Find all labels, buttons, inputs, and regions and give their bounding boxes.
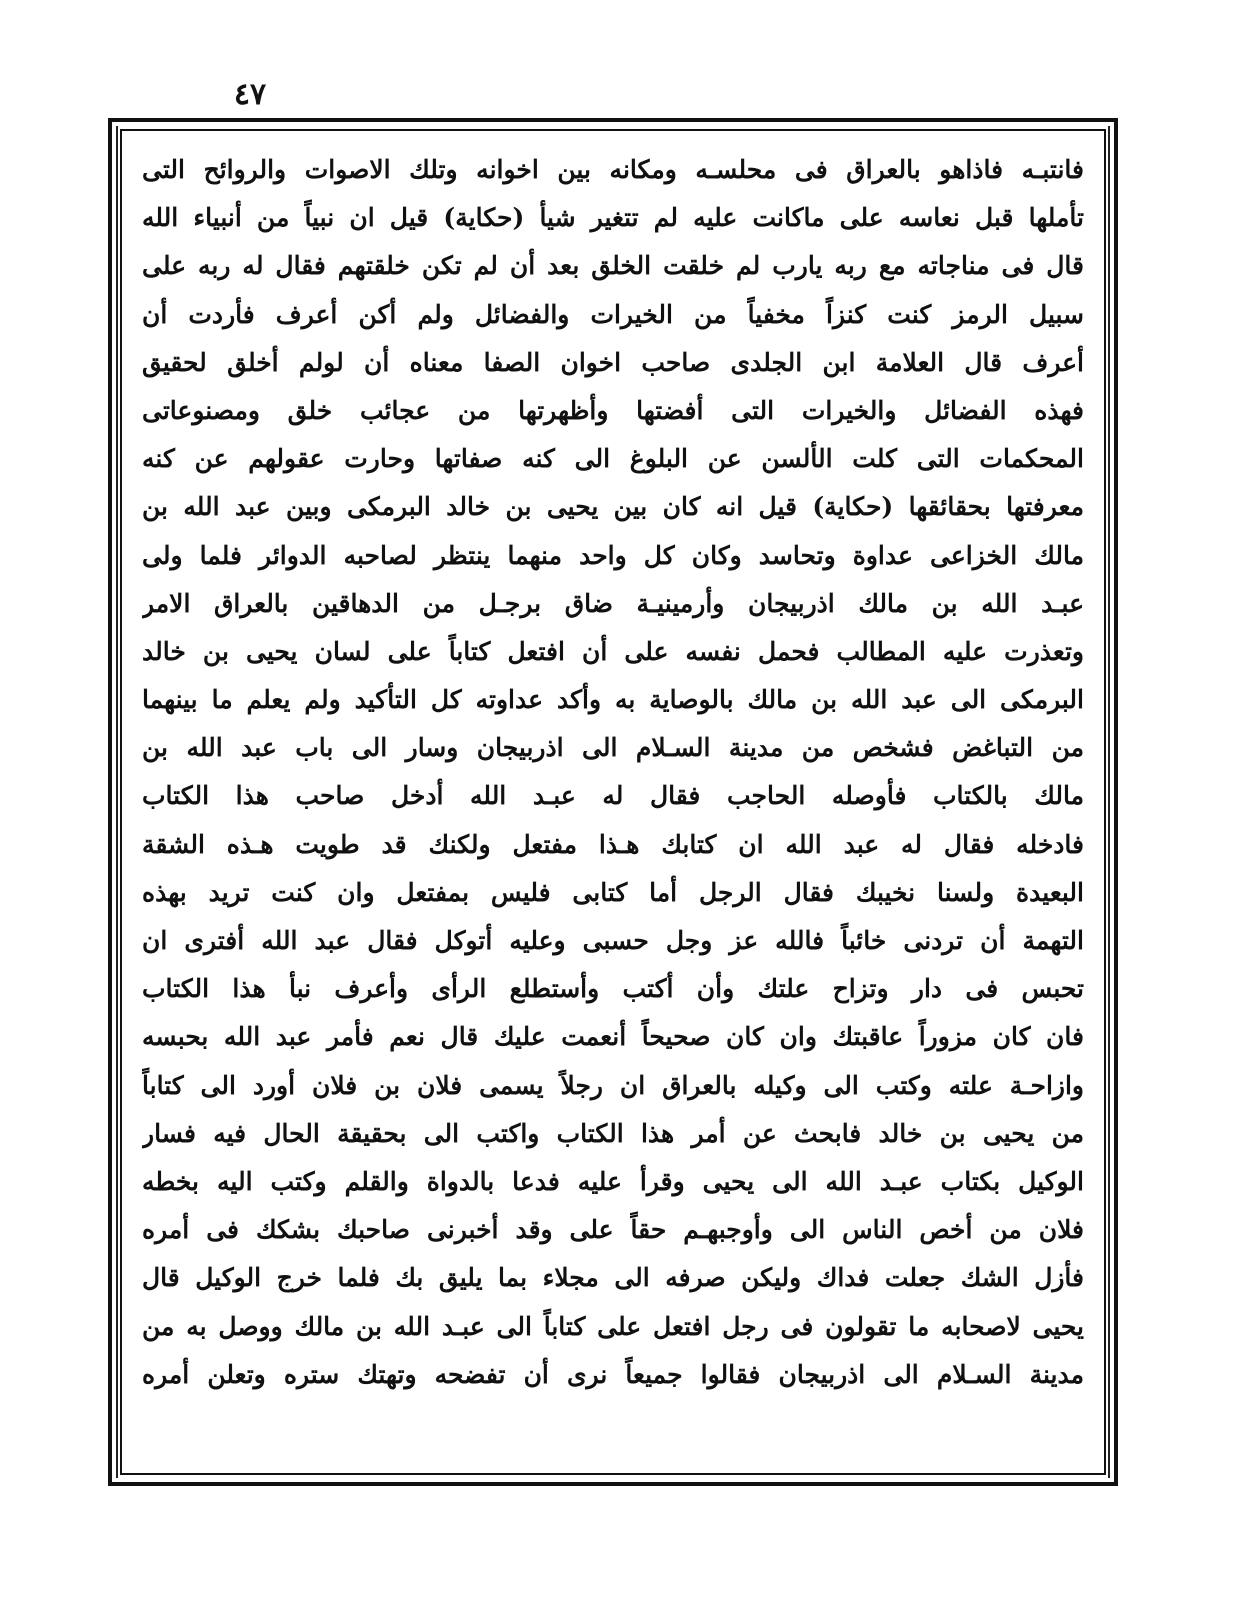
text-line: من التباغض فشخص من مدينة السـلام الى اذربيجان وسار الى باب عبد الله بن xyxy=(142,733,1084,763)
text-line: وازاحـة علته وكتب الى وكيله بالعراق ان رجلاً يسمى فلان بن فلان أورد الى كتاباً xyxy=(142,1070,1084,1100)
text-line: فأزل الشك جعلت فداك وليكن صرفه الى مجلاء بما يليق بك فلما خرج الوكيل قال xyxy=(142,1263,1084,1293)
text-line: فادخله فقال له عبد الله ان كتابك هـذا مفتعل ولكنك قد طويت هـذه الشقة xyxy=(142,829,1084,859)
text-line: مدينة السـلام الى اذربيجان فقالوا جميعاً نرى أن تفضحه وتهتك ستره وتعلن أمره xyxy=(142,1359,1084,1389)
text-line: معرفتها بحقائقها (حكاية) قيل انه كان بين يحيى بن خالد البرمكى وبين عبد الله بن xyxy=(142,492,1084,522)
text-line: مالك الخزاعى عداوة وتحاسد وكان كل واحد منهما ينتظر لصاحبه الدوائر فلما ولى xyxy=(142,540,1084,570)
text-line: البعيدة ولسنا نخيبك فقال الرجل أما كتابى فليس بمفتعل وان كنت تريد بهذه xyxy=(142,877,1084,907)
text-line: يحيى لاصحابه ما تقولون فى رجل افتعل على كتاباً الى عبـد الله بن مالك ووصل به من xyxy=(142,1311,1084,1341)
text-line: سبيل الرمز كنت كنزاً مخفياً من الخيرات والفضائل ولم أكن أعرف فأردت أن xyxy=(142,299,1084,329)
text-line: المحكمات التى كلت الألسن عن البلوغ الى كنه صفاتها وحارت عقولهم عن كنه xyxy=(142,444,1084,474)
page-border-rule-left xyxy=(116,126,118,1478)
text-line: فان كان مزوراً عاقبتك وان كان صحيحاً أنعمت عليك قال نعم فأمر عبد الله بحبسه xyxy=(142,1022,1084,1052)
text-line: التهمة أن تردنى خائباً فالله عز وجل حسبى وعليه أتوكل فقال عبد الله أفترى ان xyxy=(142,926,1084,955)
text-line: فهذه الفضائل والخيرات التى أفضتها وأظهرتها من عجائب خلق ومصنوعاتى xyxy=(142,395,1084,425)
page-number: ٤٧ xyxy=(233,77,267,112)
text-body xyxy=(132,140,1094,1466)
page-border-rule-right xyxy=(1108,126,1110,1478)
text-line: فلان من أخص الناس الى وأوجبهـم حقاً على وقد أخبرنى صاحبك بشكك فى أمره xyxy=(142,1215,1084,1245)
text-line: عبـد الله بن مالك اذربيجان وأرمينيـة ضاق برجـل من الدهاقين بالعراق الامر xyxy=(142,588,1084,618)
text-line: الوكيل بكتاب عبـد الله الى يحيى وقرأ عليه فدعا بالدواة والقلم وكتب اليه بخطه xyxy=(142,1166,1084,1196)
text-line: مالك بالكتاب فأوصله الحاجب فقال له عبـد الله أدخل صاحب هذا الكتاب xyxy=(142,781,1084,811)
text-line: تحبس فى دار وتزاح علتك وأن أكتب وأستطلع الرأى وأعرف نبأ هذا الكتاب xyxy=(142,974,1084,1004)
text-line: وتعذرت عليه المطالب فحمل نفسه على أن افتعل كتاباً على لسان يحيى بن خالد xyxy=(142,636,1084,666)
text-line: أعرف قال العلامة ابن الجلدى صاحب اخوان الصفا معناه أن لولم أخلق لحقيق xyxy=(142,347,1084,377)
text-line: تأملها قبل نعاسه على ماكانت عليه لم تتغير شيأ (حكاية) قيل ان نبياً من أنبياء الله xyxy=(142,203,1084,233)
text-line: قال فى مناجاته مع ربه يارب لم خلقت الخلق بعد أن لم تكن خلقتهم فقال له ربه على xyxy=(142,251,1084,281)
text-line: من يحيى بن خالد فابحث عن أمر هذا الكتاب واكتب الى بحقيقة الحال فيه فسار xyxy=(142,1118,1084,1148)
text-line: البرمكى الى عبد الله بن مالك بالوصاية به وأكد عداوته كل التأكيد ولم يعلم ما بينهما xyxy=(142,685,1084,715)
text-line: فانتبـه فاذاهو بالعراق فى محلسـه ومكانه بين اخوانه وتلك الاصوات والروائح التى xyxy=(142,155,1084,184)
